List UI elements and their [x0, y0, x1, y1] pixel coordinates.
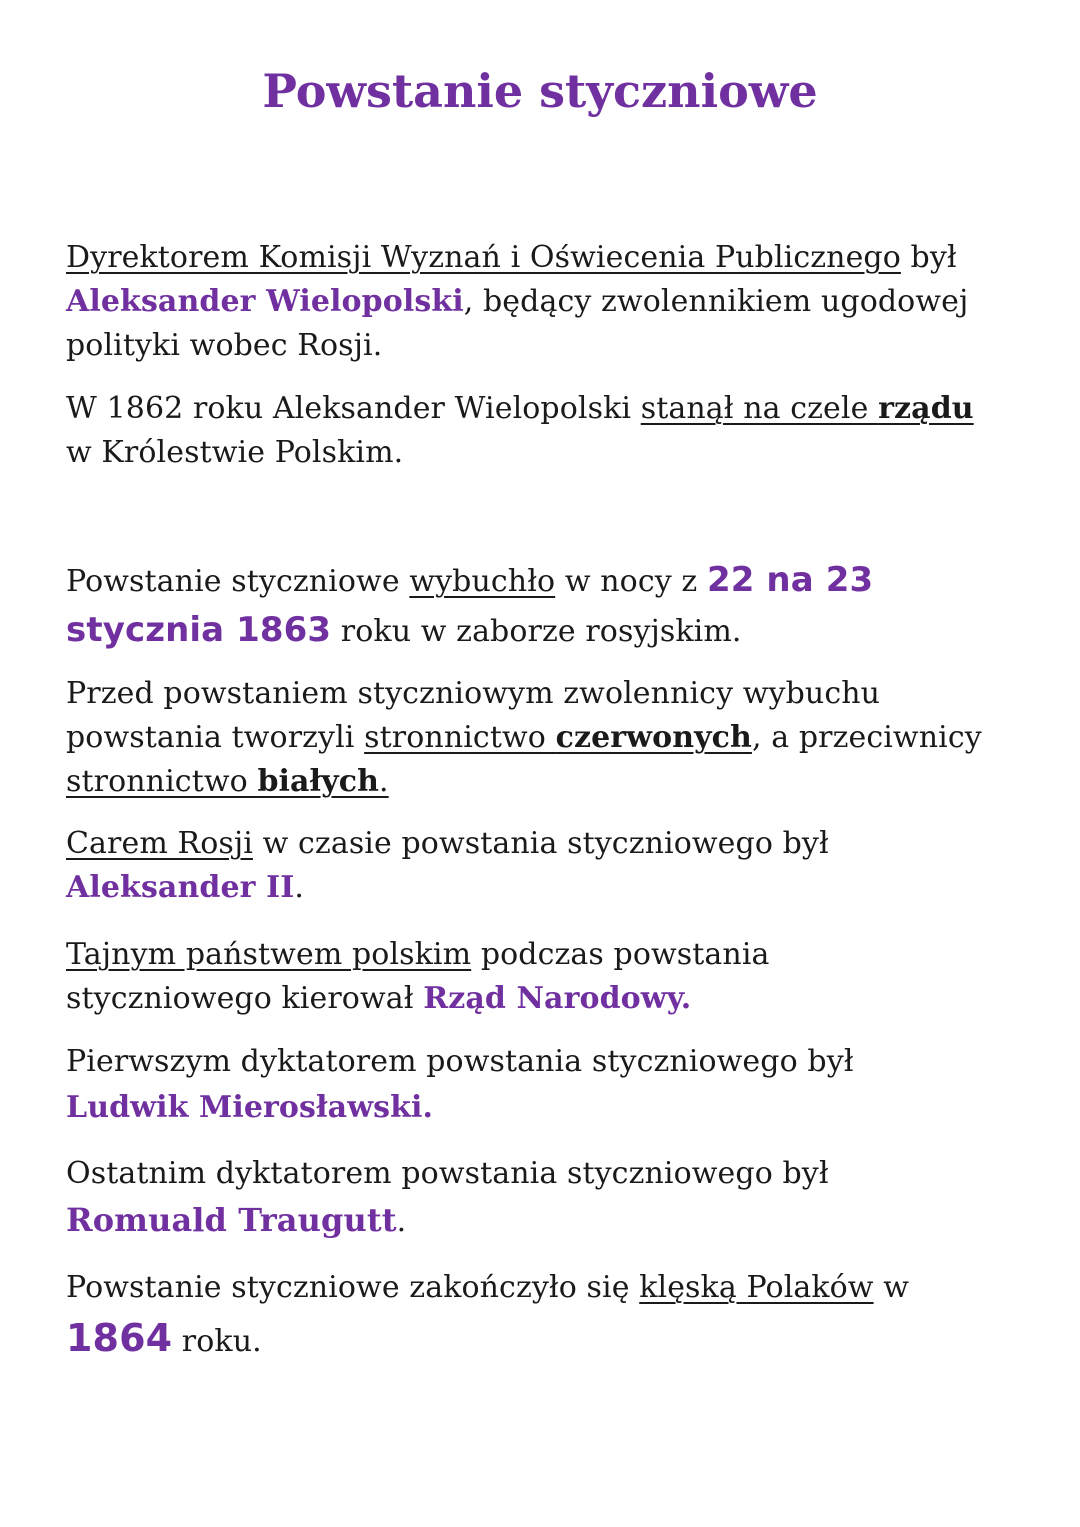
paragraph-wielopolski-director	[66, 236, 968, 368]
text-run: Ostatnim dyktatorem powstania styczniowego był	[66, 1156, 829, 1191]
bold-term: białych	[257, 764, 380, 799]
highlight-name: Aleksander II	[66, 870, 295, 905]
highlight-name: Ludwik Mierosławski.	[66, 1090, 434, 1125]
underlined-phrase	[364, 720, 752, 755]
underlined-phrase	[66, 764, 389, 799]
paragraph-secret-state	[66, 933, 770, 1021]
highlight-date: 1864	[66, 1316, 173, 1360]
underlined-phrase: wybuchło	[409, 564, 556, 599]
text-run: stronnictwo	[66, 764, 258, 799]
highlight-date: stycznia 1863	[66, 610, 332, 650]
text-run: styczniowego kierował	[66, 981, 424, 1016]
text-run: .	[294, 870, 305, 905]
text-run: w Królestwie Polskim.	[66, 435, 404, 470]
underlined-phrase: Tajnym państwem polskim	[66, 937, 472, 972]
text-run: roku w zaborze rosyjskim.	[331, 614, 742, 649]
text-run: W 1862 roku Aleksander Wielopolski	[66, 391, 641, 426]
underlined-phrase	[641, 391, 974, 426]
text-run: Powstanie styczniowe	[66, 564, 410, 599]
text-run: w	[873, 1270, 910, 1305]
text-run: powstania tworzyli	[66, 720, 365, 755]
underlined-phrase: klęską Polaków	[639, 1270, 874, 1305]
text-run: podczas powstania	[471, 937, 770, 972]
highlight-name: Aleksander Wielopolski	[66, 284, 464, 319]
paragraph-government-1862	[66, 387, 974, 475]
text-run: był	[900, 240, 957, 275]
highlight-name: Romuald Traugutt	[66, 1201, 397, 1239]
paragraph-tsar	[66, 822, 829, 910]
paragraph-outbreak	[66, 556, 873, 656]
underlined-phrase: Carem Rosji	[66, 826, 253, 861]
text-run: Pierwszym dyktatorem powstania styczniowego był	[66, 1044, 854, 1079]
highlight-name: Rząd Narodowy.	[423, 981, 692, 1016]
text-run: Powstanie styczniowe zakończyło się	[66, 1270, 640, 1305]
underlined-phrase: Dyrektorem Komisji Wyznań i Oświecenia Publicznego	[66, 240, 901, 275]
text-run: .	[379, 764, 389, 799]
paragraph-defeat	[66, 1263, 909, 1367]
text-run: , a przeciwnicy	[751, 720, 982, 755]
paragraph-last-dictator	[66, 1152, 829, 1244]
text-run: w nocy z	[555, 564, 707, 599]
highlight-date: 22 na 23	[706, 560, 874, 600]
bold-term: rządu	[878, 391, 974, 426]
text-run: .	[396, 1204, 407, 1239]
text-run: , będący zwolennikiem ugodowej	[463, 284, 969, 319]
text-run: roku.	[172, 1324, 262, 1359]
bold-term: czerwonych	[555, 720, 752, 755]
text-run: Przed powstaniem styczniowym zwolennicy wybuchu	[66, 676, 881, 711]
paragraph-factions	[66, 672, 982, 804]
text-run: w czasie powstania styczniowego był	[252, 826, 829, 861]
page-title: Powstanie styczniowe	[262, 64, 818, 118]
text-run: stronnictwo	[364, 720, 556, 755]
text-run: stanął na czele	[640, 391, 879, 426]
paragraph-first-dictator	[66, 1040, 854, 1130]
text-run: polityki wobec Rosji.	[66, 328, 383, 363]
